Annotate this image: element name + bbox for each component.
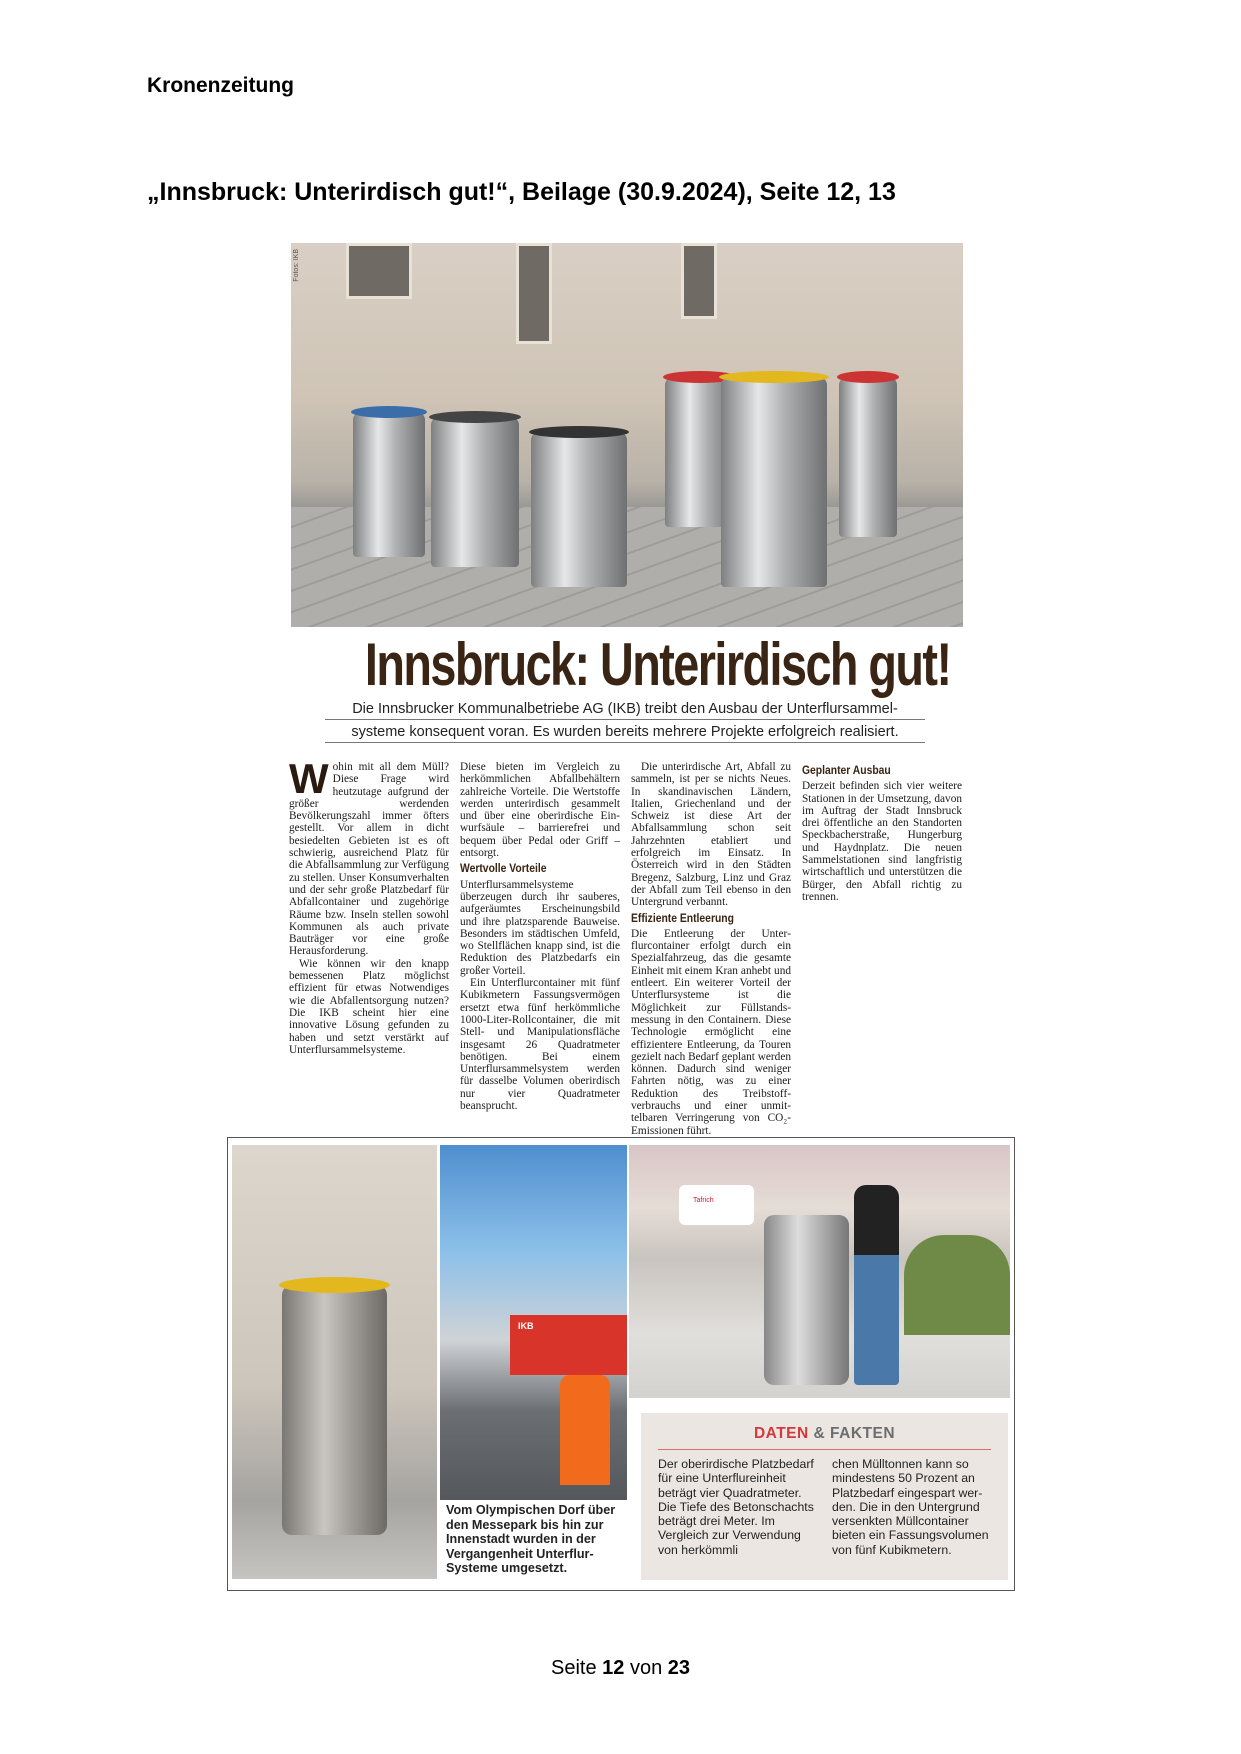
building-window [681, 243, 717, 319]
facts-title-red: DATEN [753, 1425, 809, 1442]
headline: Innsbruck: Unterirdisch gut! [364, 631, 951, 698]
article-body [289, 755, 963, 1137]
waste-bin [353, 412, 425, 557]
current-page: 12 [602, 1657, 625, 1679]
subheading-vorteile: Wertvolle Vorteile [460, 863, 547, 876]
divider [658, 1449, 991, 1450]
building-window [516, 243, 552, 344]
facts-box [641, 1413, 1008, 1580]
photo-single-bin [232, 1145, 437, 1579]
footer-prefix: Seite [550, 1657, 597, 1679]
article-column [289, 755, 449, 1111]
truck [510, 1315, 627, 1375]
photo-underground-bins [291, 243, 963, 627]
paragraph: Die Entleerung der Unterflurcontainer erfolgt durch ein Spezialfahrzeug, das die gesamte Einheit mit einem Kran anhebt und entleert. Ein weiterer Vorteil der Unterflursysteme ist die Möglichkeit zur Füllstandsmessung in den Containern. Diese Technologie ermöglicht eine effizientere Entleerung, da Touren gezielt nach Bedarf geplant werden können. Dadurch sind weniger Fahrten nötig, was zu einer Reduktion des Treibstoffverbrauchs und einer unmittelbaren Verringerung von CO₂-Emissionen führt. [631, 927, 791, 1137]
photo-caption: Vom Olympischen Dorf über den Messepark bis hin zur Innenstadt wurden in der Vergangenheit Unterflur-Systeme umgesetzt. [446, 1503, 616, 1575]
total-pages: 23 [667, 1657, 691, 1679]
building-window [346, 243, 412, 299]
waste-bin [531, 432, 627, 587]
photo-emptying-truck [440, 1145, 627, 1500]
paragraph: Derzeit befinden sich vier weitere Stationen in der Umsetzung, davon im Auftrag der Stadt Innsbruck drei öffentliche an den Standorten Speckbacherstraße, Hungerburg und Haydnplatz. Die neuen Sammelstationen sind langfristig wirtschaftlich und unterstützen die Bürger, den Abfall richtig zu trennen. [802, 780, 962, 903]
woman [854, 1185, 899, 1385]
paragraph-text: ohin mit all dem Müll? Diese Frage wird heutzutage aufgrund der größer werdenden Bevölkerungszahl immer öfters gestellt. Vor allem in dicht besiedelten Gebieten ist es oft schwierig, ausreichend Platz für die Abfallsammlung zur Verfügung zu stellen. Unser Konsumverhalten und der sehr große Platzbedarf für Abfallcontainer und zugehörige Räume bzw. Inseln stellen sowohl Kommunen als auch private Bauträger vor eine große Herausforderung. [289, 761, 449, 958]
waste-bin [431, 417, 519, 567]
article-column [460, 761, 620, 1111]
footer-of: von [629, 1657, 663, 1679]
worker [560, 1375, 610, 1485]
paragraph: Die unterirdische Art, Abfall zu sammeln, ist per se nichts Neues. In skandinavischen Ländern, Italien, Griechenland und der Schweiz ist diese Art der Abfallsammlung schon seit Jahrzehnten etabliert und erfolgreich im Einsatz. In Österreich wird in den Städten Bregenz, Salzburg, Linz und Graz der Abfall zum Teil ebenso in den Untergrund verbannt. [631, 761, 791, 909]
subheading-entleerung: Effiziente Entleerung [631, 912, 734, 925]
paragraph: Unterflursammelsysteme überzeugen durch ihr sauberes, aufgeräumtes Erscheinungsbild und ihre platzsparende Bauweise. Besonders im städtischen Umfeld, wo Stellflächen knapp sind, ist die Reduktion des Platzbedarfs ein großer Vorteil. [460, 878, 620, 977]
paragraph: Diese bieten im Vergleich zu herkömmlichen Abfallbehältern zahlreiche Vorteile. Die Wertstoffe werden unterirdisch gesammelt und über eine oberirdische Einwurfsäule – barrierefrei und bequem über Pedal oder Griff – entsorgt. [460, 761, 620, 860]
paragraph: Ein Unterflurcontainer mit fünf Kubikmetern Fassungsvermögen ersetzt etwa fünf herkömmliche 1000-Liter-Rollcontainer, die mit Stell- und Manipulationsfläche insgesamt 26 Quadratmeter benötigen. Bei einem Unterflursammelsystem werden für dasselbe Volumen oberirdisch nur vier Quadratmeter beansprucht. [460, 977, 620, 1113]
article-column [802, 761, 962, 1111]
facts-column: chen Mülltonnen kann so mindestens 50 Prozent an Platzbedarf eingespart werden. Die in den Untergrund versenkten Müllcontainer bieten ein Fassungsvolumen von fünf Kubikmetern. [832, 1457, 989, 1557]
truck-sign: IKB [518, 1321, 534, 1331]
waste-bin [721, 377, 827, 587]
paragraph: Wie können wir den knapp bemessenen Platz möglichst effizient für etwas Notwendiges wie die Abfallentsorgung nutzen? Die IKB scheint hier eine innovative Lösung gefunden zu haben und setzt verstärkt auf Unterflursammelsysteme. [289, 957, 449, 1056]
paragraph-intro [289, 755, 449, 958]
subheadline-line-2: systeme konsequent voran. Es wurden bereits mehrere Projekte erfolgreich realisiert. [325, 724, 925, 743]
photo-woman-using-bin [629, 1145, 1010, 1398]
document-title: „Innsbruck: Unterirdisch gut!“, Beilage (30.9.2024), Seite 12, 13 [147, 178, 896, 206]
waste-bin [839, 377, 897, 537]
waste-bin [282, 1285, 387, 1535]
facts-title-rest: & FAKTEN [813, 1425, 896, 1442]
facts-title [641, 1425, 1008, 1443]
article-column [631, 761, 791, 1137]
van [679, 1185, 754, 1225]
facts-column: Der oberirdische Platzbedarf für eine Unterflureinheit beträgt vier Quadratmeter. Die Tiefe des Betonschachts beträgt drei Meter. Im Vergleich zur Verwendung von herkömmli [658, 1457, 814, 1557]
source-name: Kronenzeitung [147, 74, 294, 97]
van-sign: Tafrich [693, 1197, 714, 1204]
photo-credit: Fotos: IKB [293, 249, 300, 282]
page-footer [0, 1657, 1241, 1680]
hedge [904, 1235, 1010, 1335]
waste-bin [764, 1215, 849, 1385]
subheading-ausbau: Geplanter Ausbau [802, 765, 891, 777]
subheadline-line-1: Die Innsbrucker Kommunalbetriebe AG (IKB) treibt den Ausbau der Unterflursammel- [325, 701, 925, 720]
drop-cap: W [289, 755, 329, 802]
